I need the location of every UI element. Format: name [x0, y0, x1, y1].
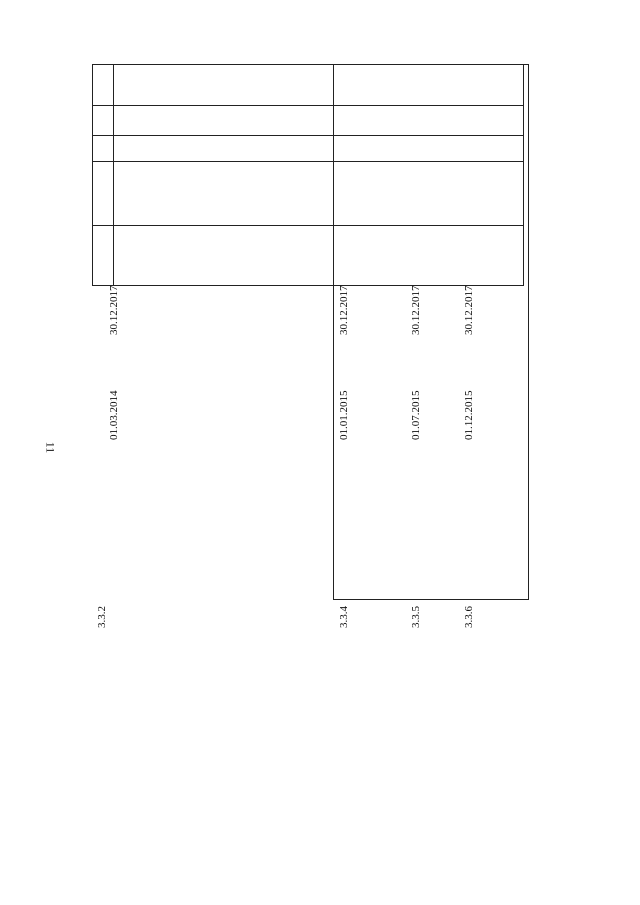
cell-end-date: 30.12.2017 — [463, 285, 475, 335]
cell-start-date: 01.12.2015 — [463, 390, 475, 440]
cell-start-date: 01.01.2015 — [338, 390, 350, 440]
cell-code: 3.3.4 — [338, 606, 350, 628]
page-number: 11 — [43, 441, 58, 454]
cell-end-date: 30.12.2017 — [338, 285, 350, 335]
cell-start-date: 01.07.2015 — [410, 390, 422, 440]
cell-end-date: 30.12.2017 — [108, 285, 120, 335]
cell-code: 3.3.5 — [410, 606, 422, 628]
table-2 — [333, 64, 529, 600]
cell-end-date: 30.12.2017 — [410, 285, 422, 335]
cell-code: 3.3.6 — [463, 606, 475, 628]
cell-code: 3.3.2 — [96, 606, 108, 628]
cell-start-date: 01.03.2014 — [108, 390, 120, 440]
